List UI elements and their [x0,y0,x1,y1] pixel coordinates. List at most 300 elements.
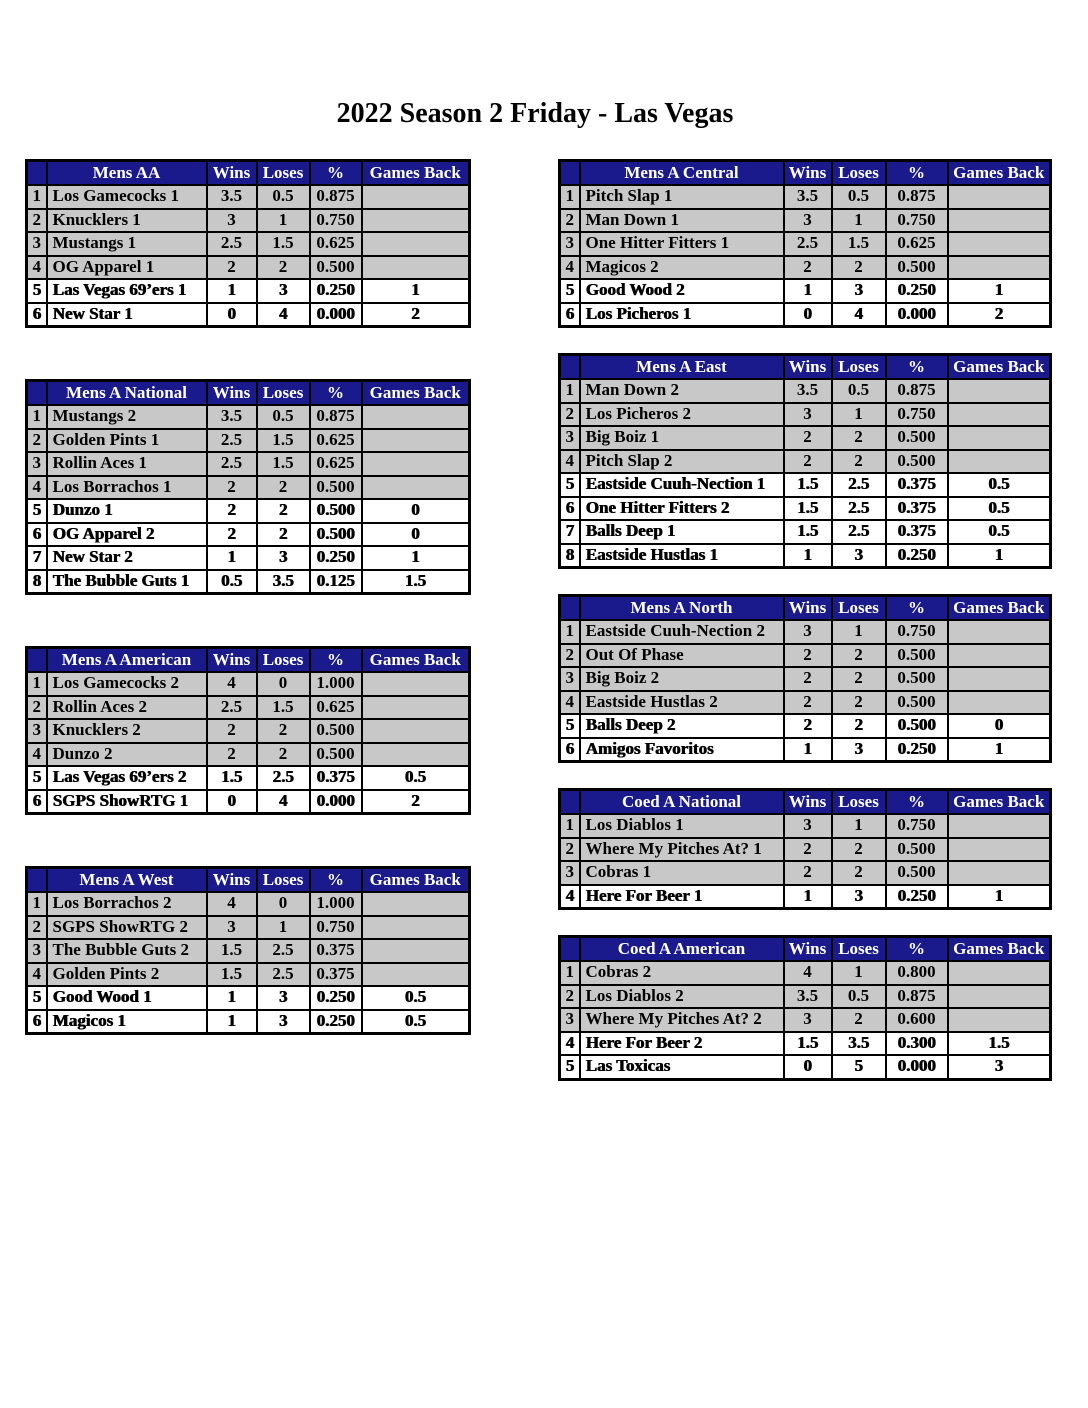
team-name-cell: OG Apparel 2 [47,523,207,547]
team-row [560,450,1051,474]
table-header-row [560,161,1051,186]
rank-cell: 2 [27,429,47,453]
team-name-cell: Cobras 2 [580,961,784,985]
games-back-cell [362,916,470,940]
team-row [27,916,470,940]
loses-cell: 1.5 [832,232,886,256]
pct-cell: 0.500 [310,523,362,547]
team-row [27,892,470,916]
standings-table-mens-aa [25,159,471,328]
header-corner-cell [560,937,580,962]
pct-cell: 0.250 [310,1010,362,1034]
team-row [27,719,470,743]
loses-cell: 1.5 [257,232,310,256]
rank-cell: 4 [27,256,47,280]
pct-cell: 1.000 [310,892,362,916]
team-name-cell: Amigos Favoritos [580,738,784,762]
wins-column-header: Wins [784,790,832,815]
games-back-column-header: Games Back [948,937,1051,962]
team-row [560,838,1051,862]
games-back-column-header: Games Back [948,355,1051,380]
rank-cell: 7 [560,520,580,544]
games-back-cell: 1 [362,279,470,303]
pct-cell: 0.750 [310,916,362,940]
team-row [27,476,470,500]
team-row [27,790,470,814]
pct-column-header: % [886,355,948,380]
rank-cell: 2 [27,916,47,940]
loses-cell: 2 [257,499,310,523]
loses-cell: 1 [257,916,310,940]
rank-cell: 5 [560,1055,580,1079]
team-row [27,1010,470,1034]
pct-cell: 0.750 [310,209,362,233]
team-row [27,279,470,303]
games-back-cell [948,232,1051,256]
pct-cell: 0.250 [310,546,362,570]
loses-cell: 1 [832,814,886,838]
wins-column-header: Wins [784,161,832,186]
games-back-cell [948,985,1051,1009]
team-row [560,279,1051,303]
team-row [27,672,470,696]
pct-cell: 0.375 [310,939,362,963]
table-header-row [560,596,1051,621]
pct-cell: 0.500 [310,256,362,280]
games-back-cell [948,814,1051,838]
team-name-cell: Balls Deep 2 [580,714,784,738]
team-row [560,426,1051,450]
team-row [27,939,470,963]
team-name-cell: Where My Pitches At? 1 [580,838,784,862]
wins-cell: 1 [207,279,257,303]
loses-cell: 2 [257,523,310,547]
wins-cell: 1.5 [207,939,257,963]
loses-cell: 0.5 [257,185,310,209]
standings-table-mens-a-north [558,594,1052,763]
team-row [27,256,470,280]
team-name-cell: Dunzo 1 [47,499,207,523]
team-name-cell: Las Vegas 69’ers 1 [47,279,207,303]
games-back-cell [362,696,470,720]
rank-cell: 1 [560,185,580,209]
team-name-cell: Big Boiz 2 [580,667,784,691]
team-name-cell: New Star 2 [47,546,207,570]
rank-cell: 7 [27,546,47,570]
loses-cell: 2 [832,691,886,715]
pct-cell: 0.500 [886,426,948,450]
team-row [560,814,1051,838]
loses-cell: 2 [257,476,310,500]
games-back-cell [948,691,1051,715]
pct-cell: 0.250 [886,544,948,568]
wins-cell: 4 [784,961,832,985]
loses-cell: 2 [257,719,310,743]
team-row [27,546,470,570]
pct-cell: 0.500 [886,838,948,862]
wins-cell: 1 [784,885,832,909]
games-back-column-header: Games Back [948,596,1051,621]
team-row [27,303,470,327]
wins-column-header: Wins [207,868,257,893]
team-name-cell: Dunzo 2 [47,743,207,767]
games-back-cell [362,405,470,429]
team-name-cell: Good Wood 2 [580,279,784,303]
pct-cell: 0.375 [310,963,362,987]
pct-cell: 0.625 [310,429,362,453]
division-title: Mens A National [47,381,207,406]
team-name-cell: Balls Deep 1 [580,520,784,544]
loses-cell: 1 [832,620,886,644]
pct-column-header: % [886,937,948,962]
rank-cell: 6 [560,303,580,327]
wins-cell: 3 [784,209,832,233]
pct-cell: 0.375 [886,473,948,497]
games-back-column-header: Games Back [362,161,470,186]
team-row [560,620,1051,644]
rank-cell: 4 [560,691,580,715]
games-back-cell: 0.5 [948,520,1051,544]
pct-cell: 0.000 [310,790,362,814]
team-row [27,185,470,209]
loses-cell: 2 [832,1008,886,1032]
division-title: Mens A East [580,355,784,380]
rank-cell: 6 [27,790,47,814]
pct-column-header: % [310,648,362,673]
games-back-cell: 1 [948,544,1051,568]
loses-cell: 5 [832,1055,886,1079]
team-row [560,403,1051,427]
games-back-cell: 1 [948,279,1051,303]
team-name-cell: Man Down 1 [580,209,784,233]
pct-column-header: % [310,161,362,186]
header-corner-cell [560,596,580,621]
games-back-cell: 2 [948,303,1051,327]
wins-cell: 1.5 [784,520,832,544]
rank-cell: 4 [560,885,580,909]
team-row [560,885,1051,909]
team-row [27,232,470,256]
team-row [560,473,1051,497]
wins-cell: 1.5 [784,1032,832,1056]
team-row [27,986,470,1010]
wins-cell: 2 [207,256,257,280]
header-corner-cell [27,868,47,893]
standings-table-mens-a-american [25,646,471,815]
wins-cell: 0 [207,790,257,814]
header-corner-cell [560,161,580,186]
wins-cell: 1 [784,544,832,568]
team-row [27,499,470,523]
team-name-cell: Los Gamecocks 2 [47,672,207,696]
rank-cell: 3 [560,1008,580,1032]
team-name-cell: Golden Pints 1 [47,429,207,453]
table-header-row [27,161,470,186]
wins-cell: 2 [207,743,257,767]
team-name-cell: Here For Beer 2 [580,1032,784,1056]
rank-cell: 3 [27,939,47,963]
team-row [27,452,470,476]
loses-cell: 0.5 [257,405,310,429]
pct-cell: 0.875 [886,185,948,209]
loses-column-header: Loses [832,596,886,621]
pct-cell: 0.000 [886,1055,948,1079]
rank-cell: 3 [27,452,47,476]
wins-cell: 4 [207,672,257,696]
table-header-row [27,868,470,893]
rank-cell: 5 [27,279,47,303]
team-name-cell: Big Boiz 1 [580,426,784,450]
wins-cell: 1.5 [784,497,832,521]
team-row [560,544,1051,568]
team-row [560,1008,1051,1032]
rank-cell: 2 [27,209,47,233]
team-name-cell: Eastside Cuuh-Nection 1 [580,473,784,497]
pct-cell: 0.250 [310,279,362,303]
left-column [25,159,468,1086]
pct-column-header: % [310,868,362,893]
games-back-cell [948,256,1051,280]
team-name-cell: OG Apparel 1 [47,256,207,280]
team-name-cell: Where My Pitches At? 2 [580,1008,784,1032]
team-name-cell: Pitch Slap 1 [580,185,784,209]
loses-cell: 2.5 [257,766,310,790]
loses-cell: 2.5 [257,963,310,987]
games-back-cell [948,861,1051,885]
pct-cell: 0.750 [886,620,948,644]
rank-cell: 6 [27,1010,47,1034]
page-title: 2022 Season 2 Friday - Las Vegas [336,98,734,129]
pct-cell: 0.600 [886,1008,948,1032]
rank-cell: 4 [27,963,47,987]
rank-cell: 2 [560,644,580,668]
loses-column-header: Loses [832,937,886,962]
team-name-cell: Las Vegas 69’ers 2 [47,766,207,790]
pct-cell: 0.125 [310,570,362,594]
games-back-cell: 2 [362,303,470,327]
wins-cell: 2 [207,499,257,523]
team-row [560,667,1051,691]
team-name-cell: Mustangs 1 [47,232,207,256]
loses-cell: 3 [832,885,886,909]
team-row [560,379,1051,403]
rank-cell: 1 [560,379,580,403]
loses-cell: 2 [832,667,886,691]
loses-cell: 0.5 [832,185,886,209]
team-row [560,520,1051,544]
wins-cell: 2 [784,256,832,280]
team-row [560,985,1051,1009]
games-back-cell [362,672,470,696]
rank-cell: 2 [560,985,580,1009]
pct-cell: 0.375 [310,766,362,790]
rank-cell: 2 [560,209,580,233]
standings-table-mens-a-national [25,379,471,595]
team-row [27,696,470,720]
loses-cell: 2 [832,861,886,885]
rank-cell: 1 [27,672,47,696]
games-back-cell [362,209,470,233]
loses-cell: 3 [832,544,886,568]
rank-cell: 4 [560,450,580,474]
games-back-cell [362,429,470,453]
team-row [560,232,1051,256]
rank-cell: 4 [560,256,580,280]
team-name-cell: Rollin Aces 2 [47,696,207,720]
wins-cell: 1.5 [784,473,832,497]
games-back-column-header: Games Back [948,161,1051,186]
pct-cell: 0.500 [310,743,362,767]
wins-cell: 1 [207,986,257,1010]
wins-cell: 3 [784,620,832,644]
pct-cell: 0.000 [886,303,948,327]
loses-cell: 3 [257,546,310,570]
rank-cell: 4 [27,743,47,767]
loses-cell: 2 [257,743,310,767]
loses-column-header: Loses [257,161,310,186]
games-back-column-header: Games Back [362,648,470,673]
games-back-cell [362,939,470,963]
loses-column-header: Loses [257,381,310,406]
team-name-cell: Golden Pints 2 [47,963,207,987]
table-header-row [27,648,470,673]
loses-cell: 3 [257,986,310,1010]
games-back-cell [362,719,470,743]
team-name-cell: Rollin Aces 1 [47,452,207,476]
pct-cell: 0.000 [310,303,362,327]
games-back-cell [948,961,1051,985]
rank-cell: 1 [27,185,47,209]
games-back-cell: 0.5 [362,766,470,790]
wins-cell: 1 [784,738,832,762]
wins-cell: 2 [207,719,257,743]
loses-cell: 1 [832,403,886,427]
header-corner-cell [560,790,580,815]
team-name-cell: Magicos 2 [580,256,784,280]
games-back-column-header: Games Back [362,868,470,893]
wins-column-header: Wins [207,161,257,186]
wins-cell: 1.5 [207,766,257,790]
team-name-cell: New Star 1 [47,303,207,327]
loses-cell: 4 [832,303,886,327]
team-row [27,429,470,453]
pct-cell: 0.500 [886,861,948,885]
pct-cell: 1.000 [310,672,362,696]
rank-cell: 8 [560,544,580,568]
division-title: Coed A American [580,937,784,962]
pct-column-header: % [886,596,948,621]
pct-cell: 0.625 [310,696,362,720]
loses-cell: 2 [832,644,886,668]
rank-cell: 5 [560,714,580,738]
wins-cell: 2 [784,644,832,668]
loses-cell: 2 [832,714,886,738]
loses-cell: 2 [832,426,886,450]
wins-cell: 3.5 [784,985,832,1009]
team-row [27,963,470,987]
team-row [560,1055,1051,1079]
games-back-cell: 0 [362,499,470,523]
team-name-cell: Cobras 1 [580,861,784,885]
table-header-row [27,381,470,406]
games-back-cell [948,379,1051,403]
wins-cell: 3.5 [207,185,257,209]
division-title: Coed A National [580,790,784,815]
pct-cell: 0.625 [886,232,948,256]
loses-cell: 2.5 [832,497,886,521]
games-back-cell [362,743,470,767]
rank-cell: 3 [560,861,580,885]
pct-cell: 0.375 [886,497,948,521]
pct-cell: 0.500 [886,667,948,691]
team-name-cell: Man Down 2 [580,379,784,403]
wins-cell: 0 [207,303,257,327]
games-back-cell: 1 [948,738,1051,762]
loses-cell: 1.5 [257,429,310,453]
pct-cell: 0.875 [886,985,948,1009]
loses-cell: 1 [832,961,886,985]
wins-cell: 2 [784,838,832,862]
loses-cell: 2 [832,256,886,280]
team-name-cell: Knucklers 2 [47,719,207,743]
games-back-cell [362,232,470,256]
team-row [27,570,470,594]
right-column [558,159,1049,1106]
games-back-cell [362,452,470,476]
pct-cell: 0.875 [310,405,362,429]
games-back-cell: 0.5 [362,986,470,1010]
rank-cell: 1 [560,814,580,838]
games-back-column-header: Games Back [362,381,470,406]
rank-cell: 4 [27,476,47,500]
loses-cell: 2.5 [832,520,886,544]
wins-cell: 3.5 [784,185,832,209]
header-corner-cell [560,355,580,380]
team-name-cell: Eastside Hustlas 1 [580,544,784,568]
games-back-cell: 1.5 [362,570,470,594]
games-back-cell [948,209,1051,233]
team-row [560,961,1051,985]
pct-cell: 0.250 [886,738,948,762]
wins-cell: 3 [784,1008,832,1032]
pct-cell: 0.375 [886,520,948,544]
table-header-row [560,790,1051,815]
pct-cell: 0.500 [886,644,948,668]
team-name-cell: Mustangs 2 [47,405,207,429]
loses-column-header: Loses [832,790,886,815]
division-title: Mens AA [47,161,207,186]
pct-cell: 0.500 [886,691,948,715]
pct-cell: 0.250 [886,885,948,909]
division-title: Mens A North [580,596,784,621]
team-row [560,691,1051,715]
wins-cell: 2.5 [784,232,832,256]
rank-cell: 4 [560,1032,580,1056]
loses-cell: 2 [832,450,886,474]
team-row [27,766,470,790]
header-corner-cell [27,381,47,406]
standings-table-coed-a-national [558,788,1052,910]
team-row [560,497,1051,521]
team-row [560,714,1051,738]
team-name-cell: SGPS ShowRTG 2 [47,916,207,940]
games-back-cell [948,426,1051,450]
loses-cell: 0.5 [832,985,886,1009]
loses-column-header: Loses [257,648,310,673]
pct-column-header: % [886,161,948,186]
pct-column-header: % [310,381,362,406]
wins-cell: 2 [207,523,257,547]
